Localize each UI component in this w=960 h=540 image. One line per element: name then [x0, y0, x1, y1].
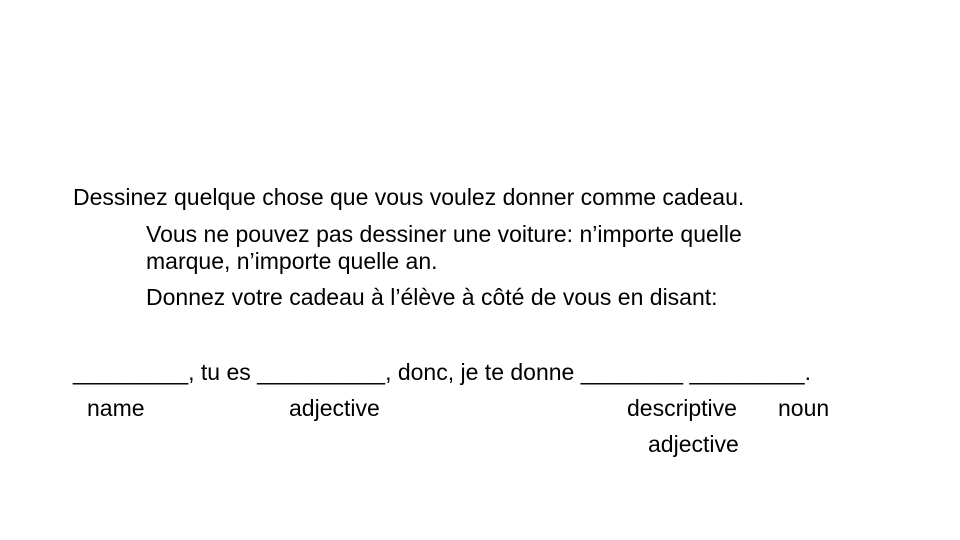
instruction-line-4: Donnez votre cadeau à l’élève à côté de vous en disant: — [146, 284, 718, 310]
blank-label-adjective: adjective — [289, 395, 380, 421]
instruction-line-3: marque, n’importe quelle an. — [146, 248, 438, 274]
instruction-line-2: Vous ne pouvez pas dessiner une voiture: n’importe quelle — [146, 221, 742, 247]
blank-label-name: name — [87, 395, 145, 421]
instruction-line-1: Dessinez quelque chose que vous voulez donner comme cadeau. — [73, 184, 745, 210]
blank-label-descriptive: descriptive — [627, 395, 737, 421]
blank-label-adjective-2: adjective — [648, 431, 739, 457]
fill-in-sentence: _________, tu es __________, donc, je te donne ________ _________. — [73, 359, 811, 385]
blank-label-noun: noun — [778, 395, 830, 421]
